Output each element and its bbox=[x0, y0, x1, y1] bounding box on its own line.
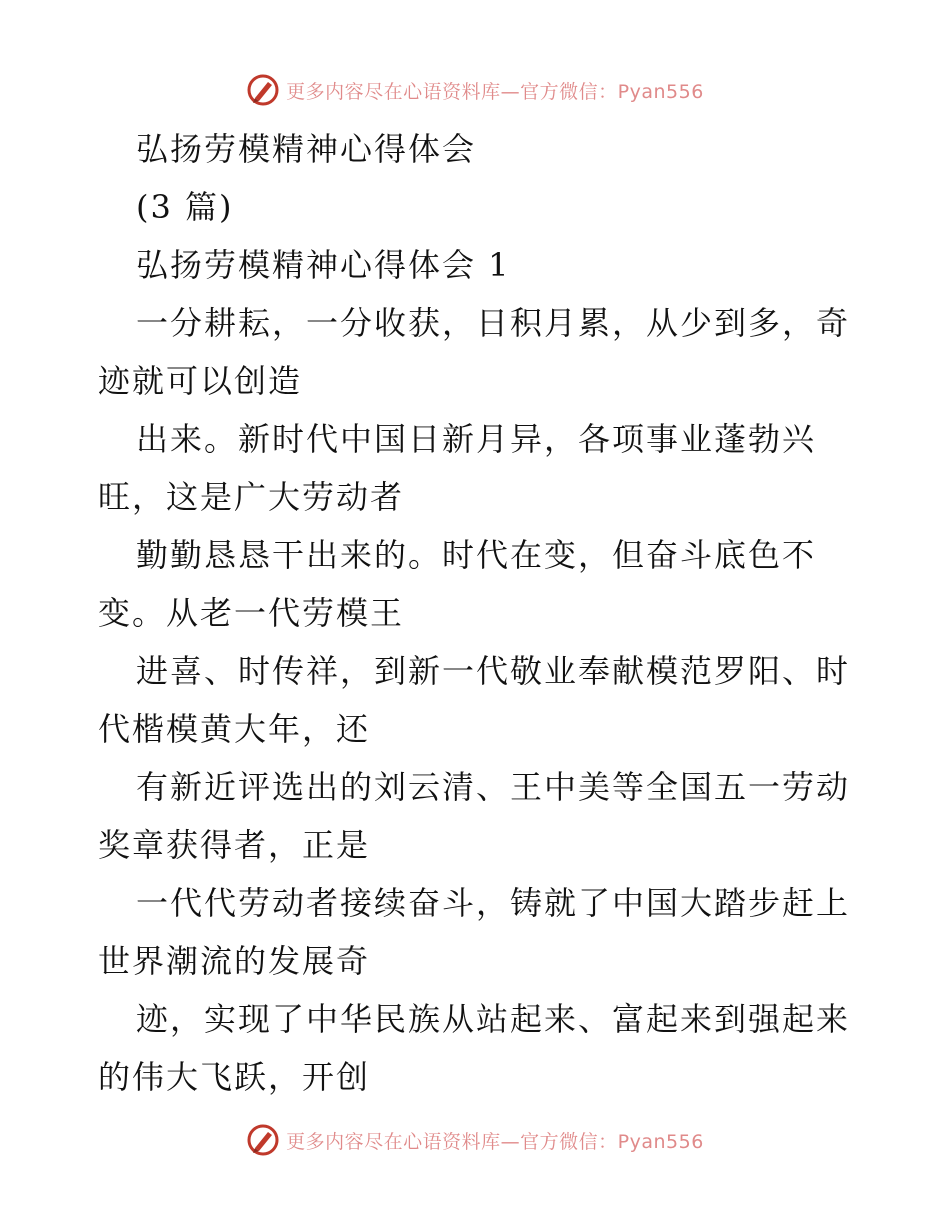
paragraph-line: 代楷模黄大年，还 bbox=[98, 710, 371, 748]
doc-title: 弘扬劳模精神心得体会 bbox=[136, 130, 477, 168]
paragraph-line: 迹，实现了中华民族从站起来、富起来到强起来 bbox=[136, 1000, 851, 1038]
paragraph-line: 世界潮流的发展奇 bbox=[98, 942, 371, 980]
paragraph-line: 进喜、时传祥，到新一代敬业奉献模范罗阳、时 bbox=[136, 652, 851, 690]
section-heading: 弘扬劳模精神心得体会 1 bbox=[136, 246, 511, 284]
pen-logo-icon bbox=[246, 1123, 280, 1157]
watermark-group bbox=[246, 1123, 704, 1157]
pen-logo-icon bbox=[246, 73, 280, 107]
paragraph-line: 一代代劳动者接续奋斗，铸就了中国大踏步赶上 bbox=[136, 884, 851, 922]
doc-subtitle: (3 篇) bbox=[136, 188, 234, 226]
paragraph-line: 勤勤恳恳干出来的。时代在变，但奋斗底色不 bbox=[136, 536, 817, 574]
header-watermark bbox=[0, 70, 950, 110]
paragraph-line: 有新近评选出的刘云清、王中美等全国五一劳动 bbox=[136, 768, 851, 806]
paragraph-line: 迹就可以创造 bbox=[98, 362, 303, 400]
paragraph-line: 一分耕耘，一分收获，日积月累，从少到多，奇 bbox=[136, 304, 851, 342]
watermark-group bbox=[246, 73, 704, 107]
paragraph-line: 旺，这是广大劳动者 bbox=[98, 478, 405, 516]
paragraph-line: 变。从老一代劳模王 bbox=[98, 594, 405, 632]
watermark-text: 更多内容尽在心语资料库—官方微信：Pyan556 bbox=[286, 80, 704, 103]
paragraph-line: 的伟大飞跃，开创 bbox=[98, 1058, 371, 1096]
paragraph-line: 奖章获得者，正是 bbox=[98, 826, 371, 864]
footer-watermark bbox=[0, 1120, 950, 1160]
paragraph-line: 出来。新时代中国日新月异，各项事业蓬勃兴 bbox=[136, 420, 817, 458]
watermark-text: 更多内容尽在心语资料库—官方微信：Pyan556 bbox=[286, 1130, 704, 1153]
document-body bbox=[98, 120, 858, 1106]
